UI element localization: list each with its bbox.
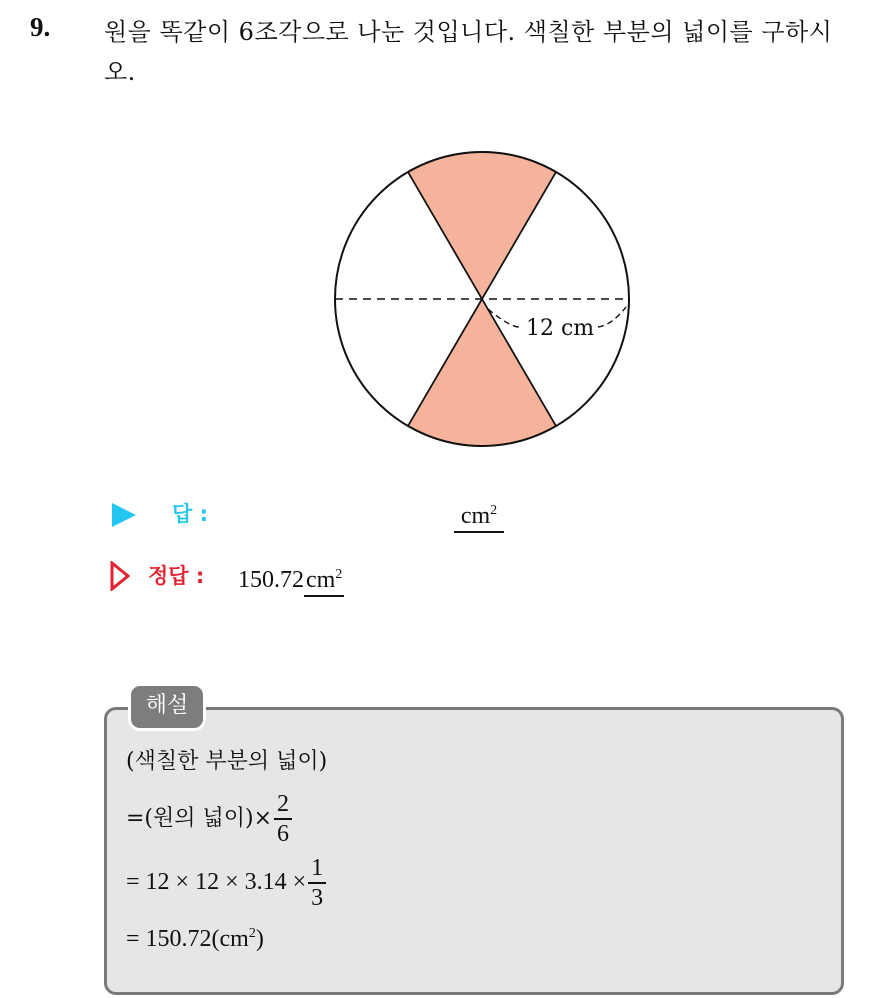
answer-label: 답 : [172, 502, 208, 526]
answer-unit: $cm^2$ [454, 496, 504, 533]
radius-label: 12 cm [526, 316, 595, 341]
circle-figure [318, 150, 648, 460]
answer-row [108, 496, 608, 532]
play-icon [112, 503, 136, 527]
solution-line-3: = 12 × 12 × 3.14 × $\frac{1}{3}$ [126, 854, 326, 912]
correct-answer-row [108, 558, 608, 594]
question-number: 9. [30, 12, 51, 42]
solution-tag: 해설 [128, 683, 206, 731]
correct-answer-value: $150.72cm^2$ [238, 560, 344, 597]
correct-answer-label: 정답 : [148, 564, 205, 588]
outline-play-icon [110, 561, 130, 591]
question-text: 원을 똑같이 6조각으로 나눈 것입니다. 색칠한 부분의 넓이를 구하시오. [104, 18, 833, 86]
shaded-sector-top [408, 152, 556, 299]
correct-answer-unit: $cm^2$ [304, 560, 344, 597]
fraction: $\frac{2}{6}$ [274, 790, 292, 848]
solution-line-2: =(원의 넓이)× $\frac{2}{6}$ [126, 790, 292, 848]
solution-line-1: (색칠한 부분의 넓이) [126, 749, 328, 774]
solution-line-4: = $150.72(cm^2)$ [126, 926, 264, 952]
fraction: $\frac{1}{3}$ [308, 854, 326, 912]
